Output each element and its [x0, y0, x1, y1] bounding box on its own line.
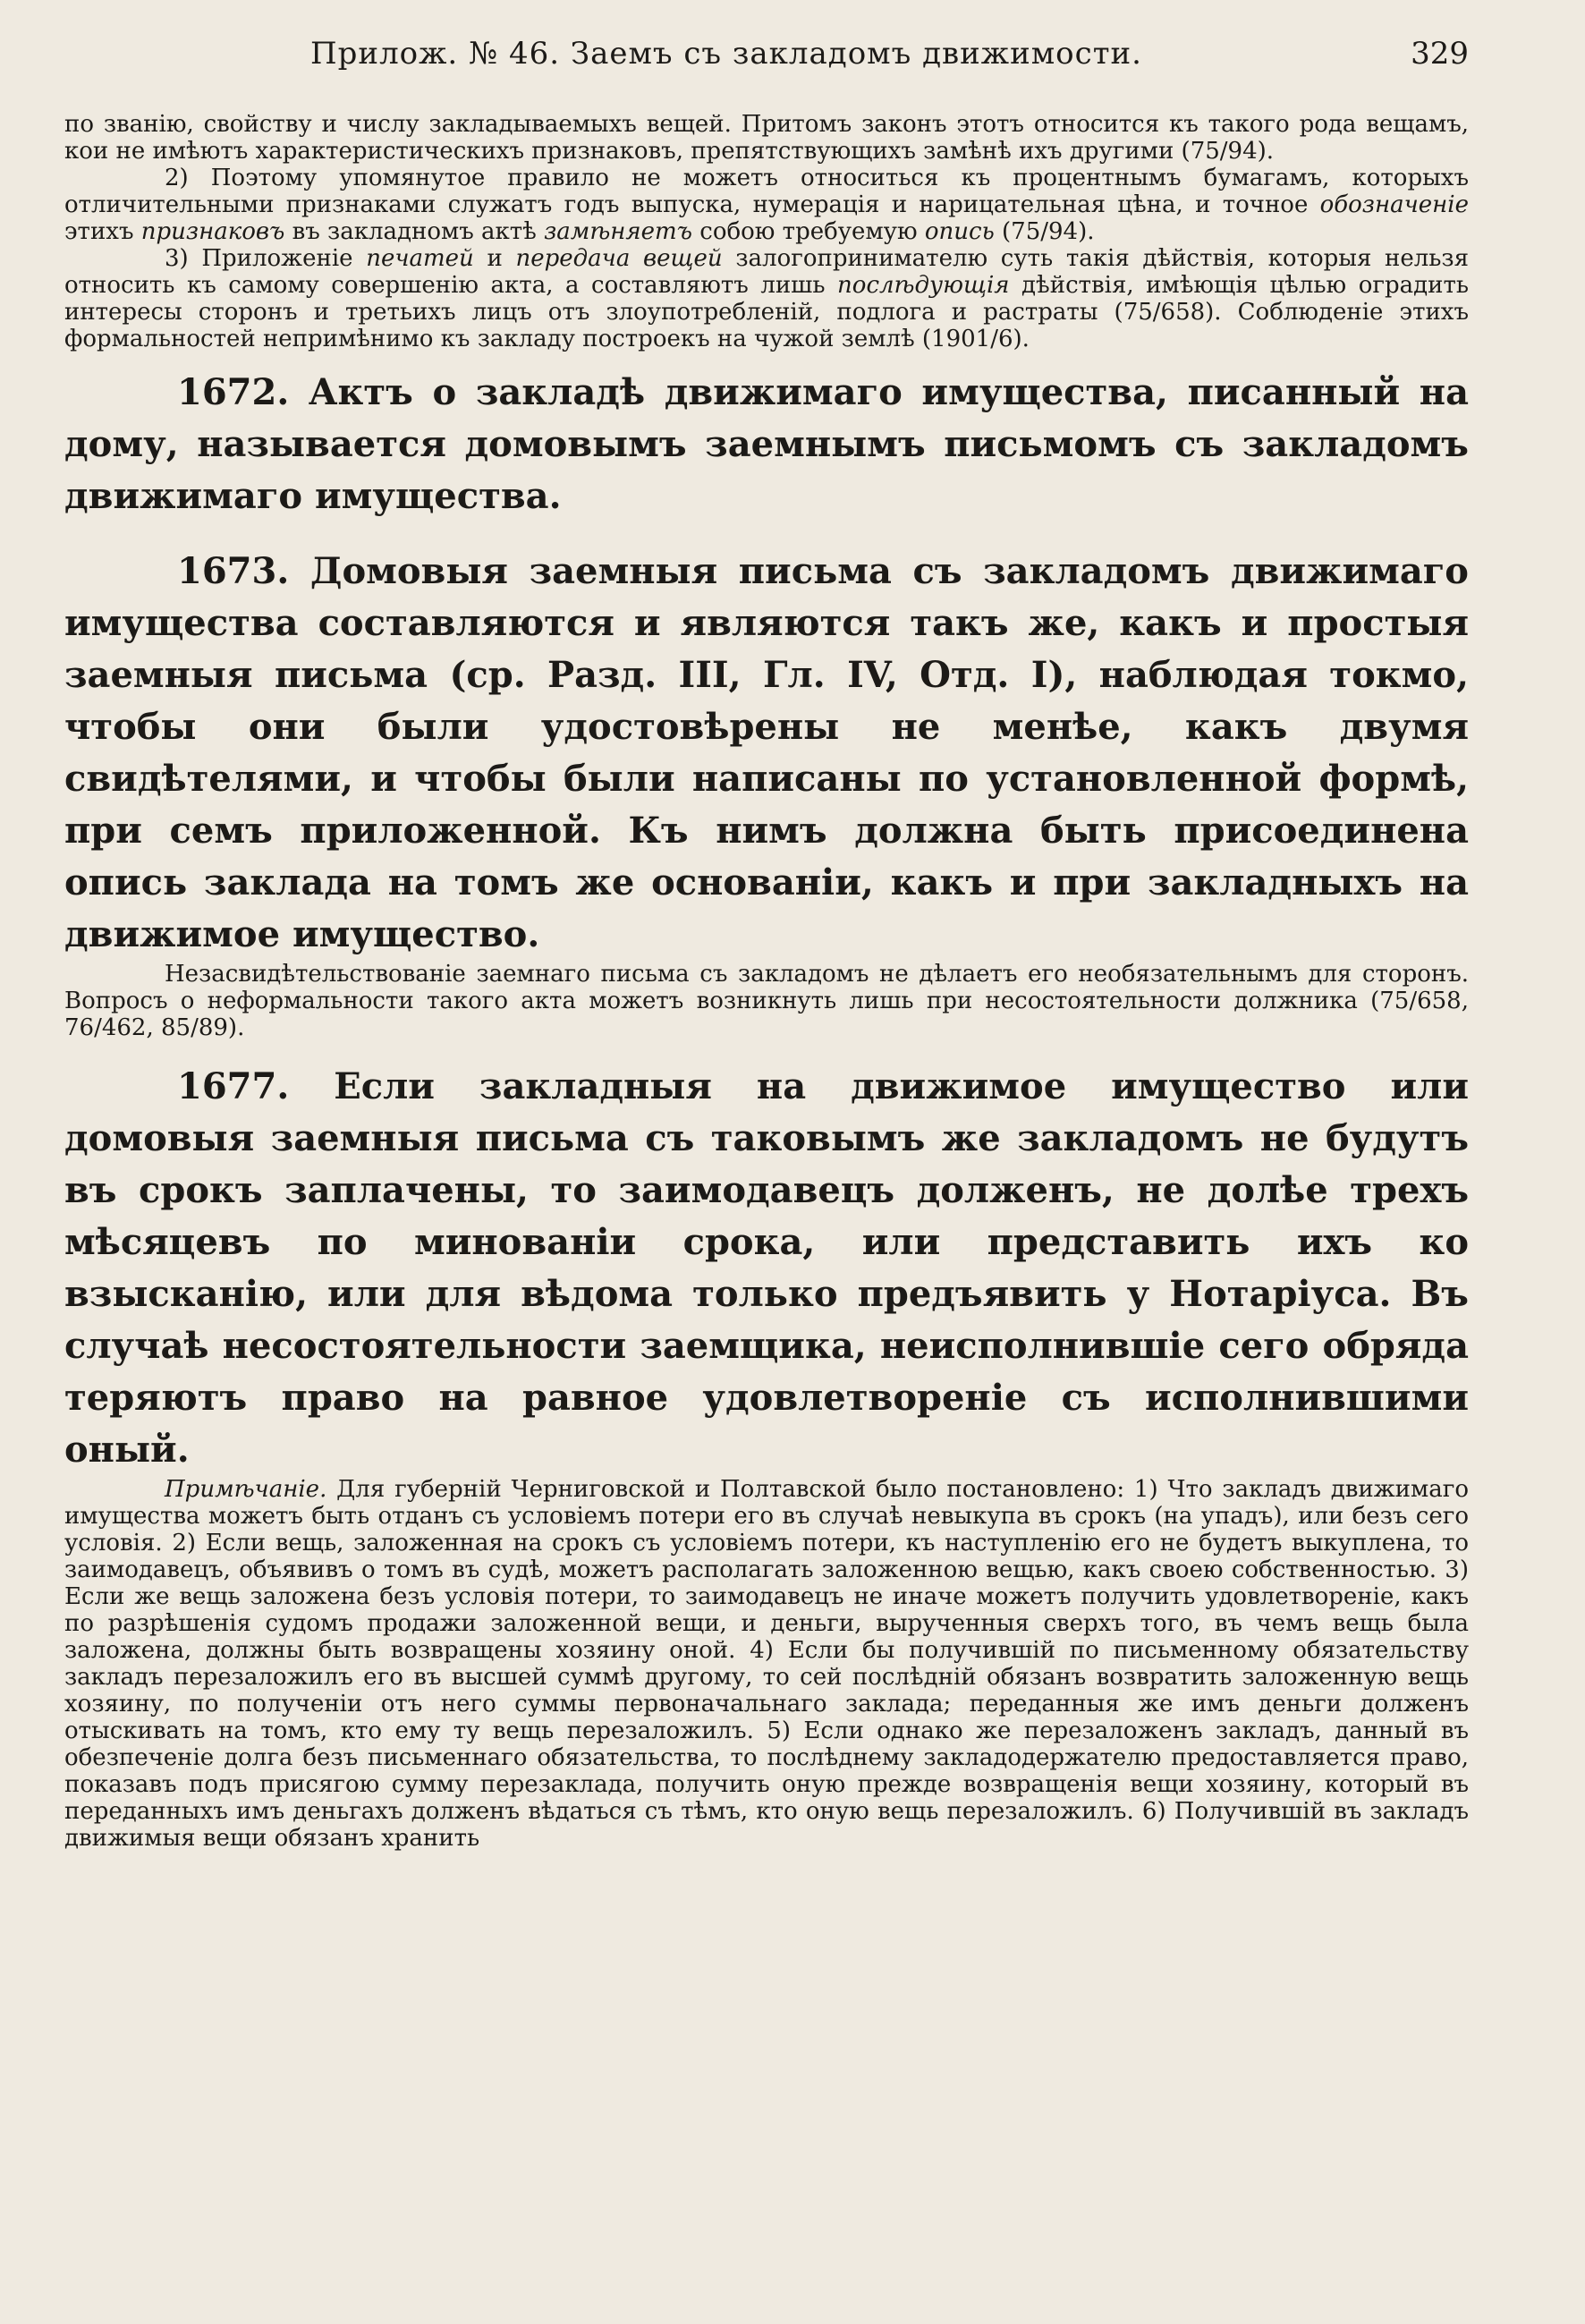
note-emphasis: послѣдующія: [837, 272, 1010, 299]
article-text: Домовыя заемныя письма съ закладомъ движимаго имущества составляются и являются такъ же, какъ и простыя заемныя письма (ср. Разд. III, Гл. IV, Отд. I), наблюдая токмо, чтобы они были удостовѣрены не менѣе, какъ двумя свидѣтелями, и чтобы были написаны по установленной формѣ, при семъ приложенной. Къ нимъ должна быть присоединена опись заклада на томъ же основаніи, какъ и при закладныхъ на движимое имущество.: [64, 550, 1469, 955]
note-paragraph-3: [64, 245, 1469, 352]
article-text: Если закладныя на движимое имущество или домовыя заемныя письма съ таковымъ же закладомъ не будутъ въ срокъ заплачены, то заимодавецъ долженъ, не долѣе трехъ мѣсяцевъ по минованіи срока, или представить ихъ ко взысканію, или для вѣдома только предъявить у Нотаріуса. Въ случаѣ несостоятельности заемщика, неисполнившіе сего обряда теряютъ право на равное удовлетвореніе съ исполнившими оный.: [64, 1065, 1469, 1471]
note-paragraph-1: по званію, свойству и числу закладываемыхъ вещей. Притомъ законъ этотъ относится къ такого рода вещамъ, кои не имѣютъ характеристическихъ признаковъ, препятствующихъ замѣнѣ ихъ другими (75/94).: [64, 111, 1469, 165]
note-emphasis: опись: [924, 218, 995, 245]
note-text: дѣйствія, имѣющія цѣлью оградить интересы сторонъ и третьихъ лицъ отъ злоупотребленій, подлога и растраты (75/658). Соблюденіе этихъ формальностей непримѣнимо къ закладу построекъ на чужой землѣ (1901/6).: [64, 272, 1469, 352]
note-text: 3) Приложеніе: [165, 245, 367, 272]
note-text: и: [473, 245, 516, 272]
note-paragraph-2: [64, 165, 1469, 245]
note-text: въ закладномъ актѣ: [284, 218, 545, 245]
article-1673: [64, 546, 1469, 961]
article-1677: [64, 1061, 1469, 1476]
article-1673-note: Незасвидѣтельствованіе заемнаго письма съ закладомъ не дѣлаетъ его необязательнымъ для сторонъ. Вопросъ о неформальности такого акта можетъ возникнуть лишь при несостоятельности должника (75/658, 76/462, 85/89).: [64, 961, 1469, 1041]
article-1672: [64, 367, 1469, 522]
note-emphasis: передача вещей: [515, 245, 723, 272]
note-text: Для губерній Черниговской и Полтавской было постановлено: 1) Что закладъ движимаго имущества можетъ быть отданъ съ условіемъ потери его въ случаѣ невыкупа въ срокъ (на упадъ), или безъ сего условія. 2) Если вещь, заложенная на срокъ съ условіемъ потери, къ наступленію его не будетъ выкуплена, то заимодавецъ, объявивъ о томъ въ судѣ, можетъ располагать заложенною вещью, какъ своею собственностью. 3) Если же вещь заложена безъ условія потери, то заимодавецъ не иначе можетъ получить удовлетвореніе, какъ по разрѣшенія судомъ продажи заложенной вещи, и деньги, вырученныя сверхъ того, въ чемъ вещь была заложена, должны быть возвращены хозяину оной. 4) Если бы получившій по письменному обязательству закладъ перезаложилъ его въ высшей суммѣ другому, то сей послѣдній обязанъ возвратить заложенную вещь хозяину, по полученіи отъ него суммы первоначальнаго заклада; переданныя же имъ деньги долженъ отыскивать на томъ, кто ему ту вещь перезаложилъ. 5) Если однако же перезаложенъ закладъ, данный въ обезпеченіе долга безъ письменнаго обязательства, то послѣднему закладодержателю предоставляется право, показавъ подъ присягою сумму перезаклада, получить оную прежде возвращенія вещи хозяину, который въ переданныхъ имъ деньгахъ долженъ вѣдаться съ тѣмъ, кто оную вещь перезаложилъ. 6) Получившій въ закладъ движимыя вещи обязанъ хранить: [64, 1476, 1469, 1852]
note-emphasis: признаковъ: [140, 218, 285, 245]
article-number: 1677.: [177, 1065, 290, 1107]
note-text: собою требуемую: [692, 218, 925, 245]
note-emphasis: замѣняетъ: [544, 218, 692, 245]
article-number: 1673.: [177, 550, 290, 592]
note-text: этихъ: [64, 218, 141, 245]
note-text: (75/94).: [994, 218, 1095, 245]
notes-continued: [64, 111, 1469, 352]
article-text: Актъ о закладѣ движимаго имущества, писанный на дому, называется домовымъ заемнымъ письмомъ съ закладомъ движимаго имущества.: [64, 371, 1469, 517]
note-emphasis: печатей: [366, 245, 474, 272]
running-header: [64, 36, 1469, 111]
header-title: Прилож. № 46. Заемъ съ закладомъ движимости.: [310, 36, 1142, 72]
article-number: 1672.: [177, 371, 290, 413]
note-emphasis: обозначеніе: [1319, 191, 1469, 218]
page-number: 329: [1411, 36, 1469, 72]
note-text: 2) Поэтому упомянутое правило не можетъ относиться къ процентнымъ бумагамъ, которыхъ отличительными признаками служатъ годъ выпуска, нумерація и нарицательная цѣна, и точное: [64, 165, 1469, 218]
note-label: Примѣчаніе.: [165, 1476, 327, 1503]
article-1677-note: [64, 1476, 1469, 1852]
note-text: залогопринимателю суть такія дѣйствія, которыя нельзя относить къ самому совершенію акта, а составляютъ лишь: [64, 245, 1469, 299]
